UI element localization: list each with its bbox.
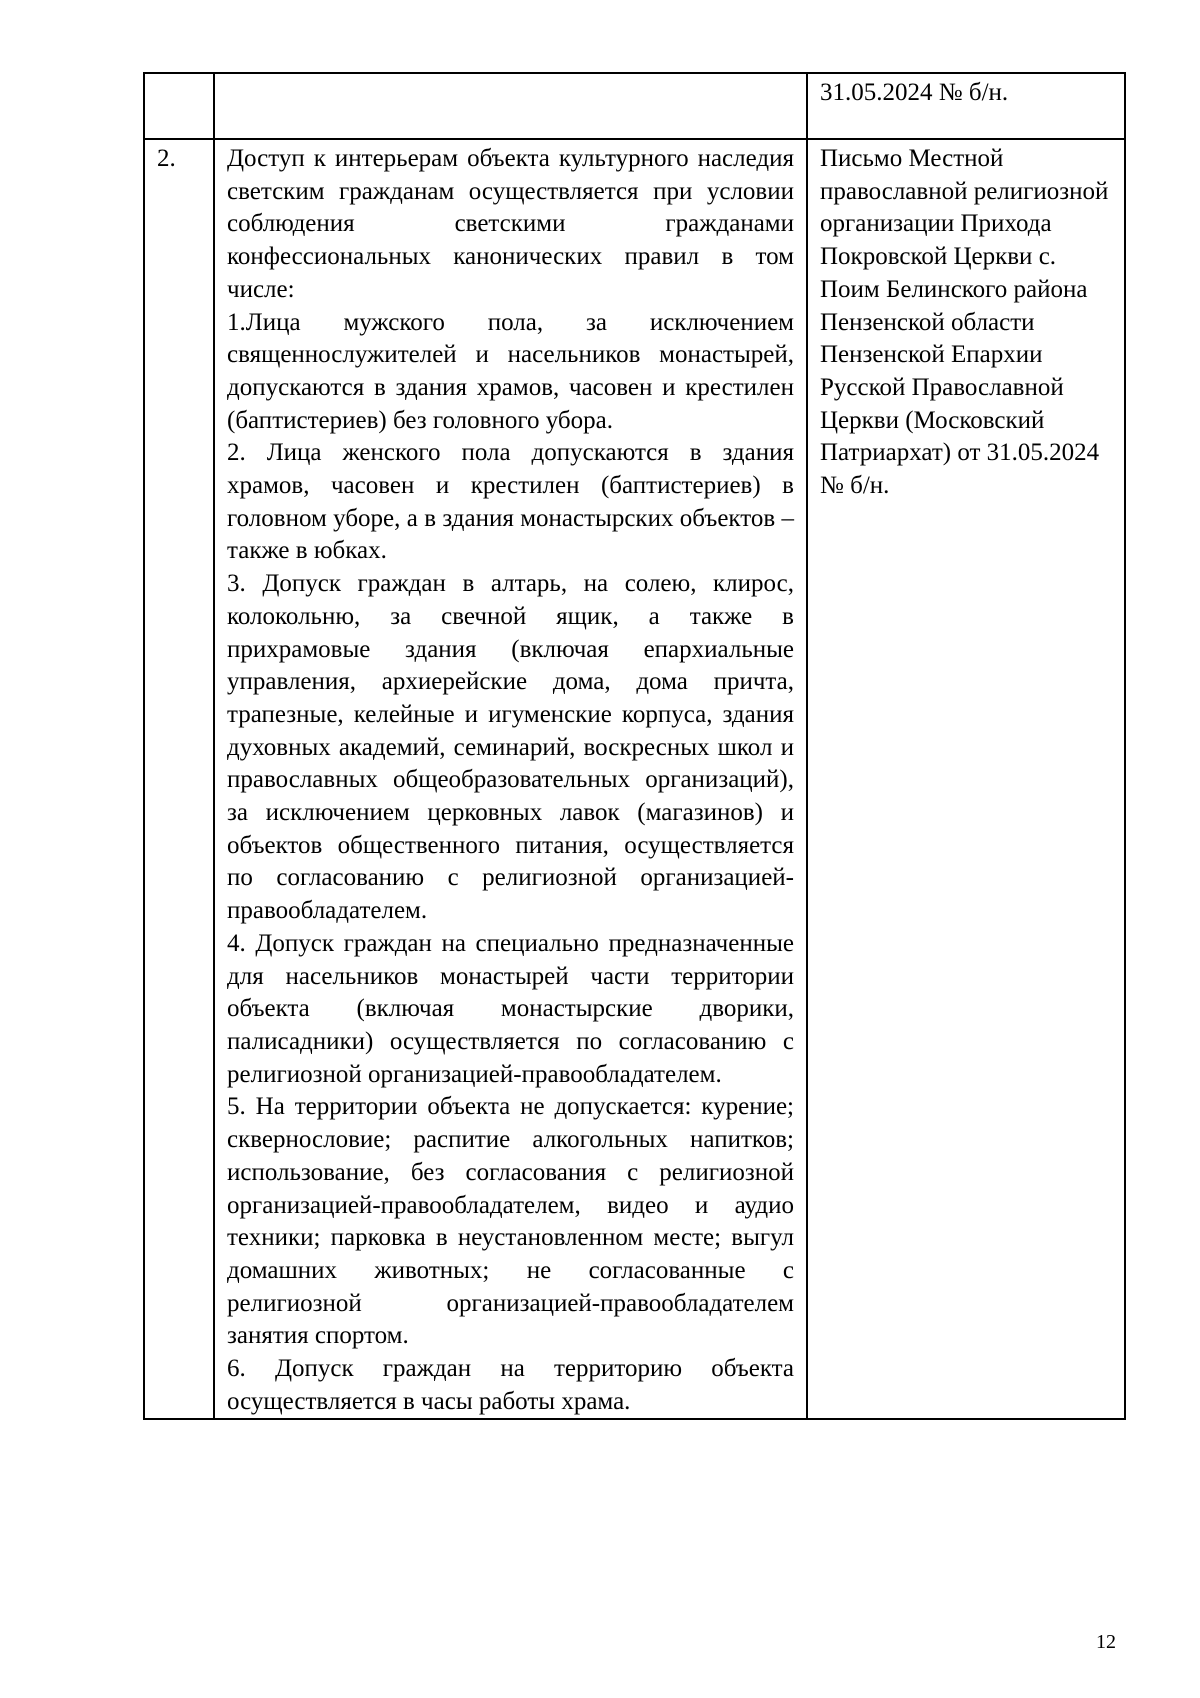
paragraph-item-6: 6. Допуск граждан на территорию объекта осуществляется в часы работы храма. <box>227 1355 794 1415</box>
paragraph-item-3: 3. Допуск граждан в алтарь, на солею, клирос, колокольню, за свечной ящик, а также в прихрамовые здания (включая епархиальные управления, архиерейские дома, дома причта, трапезные, келейные и игуменские корпуса, здания духовных академий, семинарий, воскресных школ и православных общеобразовательных организаций), за исключением церковных лавок (магазинов) и объектов общественного питания, осуществляется по согласованию с религиозной организацией-правообладателем. <box>227 570 794 925</box>
number-cell <box>144 139 214 1419</box>
paragraph-intro: Доступ к интерьерам объекта культурного наследия светским гражданам осуществляется при условии соблюдения светскими гражданами конфессиональных канонических правил в том числе: <box>227 145 794 303</box>
row-content <box>215 74 806 77</box>
document-table <box>143 72 1126 1420</box>
table-row-continuation <box>144 73 1125 139</box>
paragraph-item-5: 5. На территории объекта не допускается: курение; сквернословие; распитие алкогольных напитков; использование, без согласования с религиозной организацией-правообладателем, видео и аудио техники; парковка в неустановленном месте; выгул домашних животных; не согласованные с религиозной организацией-правообладателем занятия спортом. <box>227 1093 794 1350</box>
paragraph-item-2: 2. Лица женского пола допускаются в здания храмов, часовен и крестилен (баптистериев) в головном уборе, а в здания монастырских объектов – также в юбках. <box>227 439 794 565</box>
source-cell <box>807 139 1125 1419</box>
source-text: 31.05.2024 № б/н. <box>820 79 1009 106</box>
page-number: 12 <box>1096 1631 1116 1653</box>
number-cell <box>144 73 214 139</box>
paragraph-item-4: 4. Допуск граждан на специально предназначенные для насельников монастырей части территории объекта (включая монастырские дворики, палисадники) осуществляется по согласованию с религиозной организацией-правообладателем. <box>227 929 794 1088</box>
content-cell <box>214 73 807 139</box>
paragraph-item-1: 1.Лица мужского пола, за исключением священнослужителей и насельников монастырей, допускаются в здания храмов, часовен и крестилен (баптистериев) без головного убора. <box>227 308 794 434</box>
source-cell <box>807 73 1125 139</box>
content-cell <box>214 139 807 1419</box>
table-row-2 <box>144 139 1125 1419</box>
source-text: Письмо Местной православной религиозной организации Прихода Покровской Церкви с. Поим Белинского района Пензенской области Пензенской Епархии Русской Православной Церкви (Московский Патриархат) от 31.05.2024 № б/н. <box>820 145 1109 500</box>
row-number: 2. <box>157 145 176 172</box>
row-number <box>145 74 213 77</box>
